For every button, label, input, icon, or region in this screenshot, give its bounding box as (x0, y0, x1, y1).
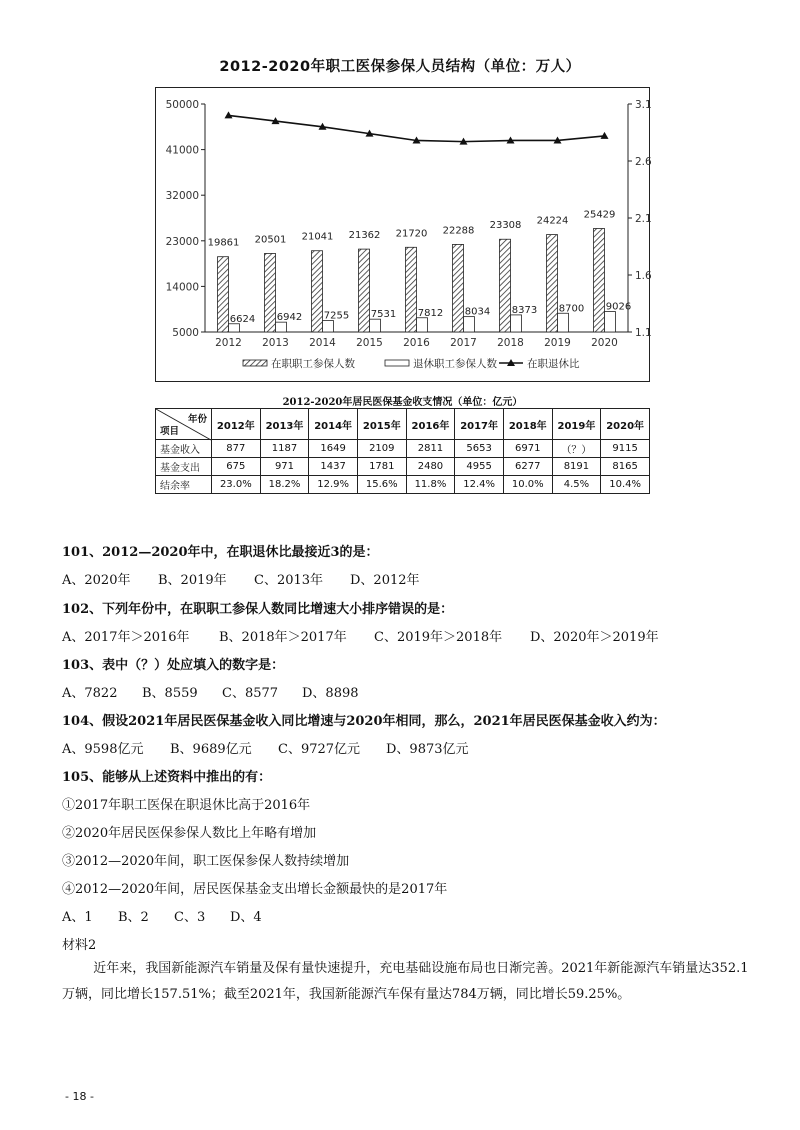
table-cell: 18.2% (260, 476, 309, 494)
table-cell: 6971 (503, 440, 552, 458)
question-104-title: 104、假设2021年居民医保基金收入同比增速与2020年相同，那么，2021年居民医保基金收入约为： (62, 714, 666, 729)
option-a[interactable]: A、2020年 (62, 573, 131, 588)
bar-retired-employees (417, 318, 428, 332)
table-cell: 2109 (357, 440, 406, 458)
bar-retired-employees (323, 321, 334, 332)
option-a[interactable]: A、2017年＞2016年 (62, 630, 190, 645)
bar-retired-label: 6624 (229, 313, 256, 325)
row-label: 基金收入 (156, 440, 212, 458)
bar-retired-label: 8700 (558, 303, 585, 315)
ratio-point (225, 111, 233, 118)
legend-label-ratio: 在职退休比 (527, 358, 580, 370)
bar-retired-employees (511, 315, 522, 332)
table-cell: 1781 (357, 458, 406, 476)
option-b[interactable]: B、2018年＞2017年 (219, 630, 347, 645)
table-cell: 2811 (406, 440, 455, 458)
table-cell: 23.0% (212, 476, 261, 494)
bar-active-employees (265, 253, 276, 332)
legend-label-active: 在职职工参保人数 (271, 358, 355, 370)
question-104-options (62, 738, 469, 757)
legend-swatch-active (243, 360, 267, 366)
option-d[interactable]: D、4 (230, 910, 262, 925)
bar-active-label: 23308 (489, 220, 522, 232)
chart-title: 2012-2020年职工医保参保人员结构（单位：万人） (219, 59, 581, 75)
bar-retired-label: 7255 (323, 310, 350, 322)
right-tick-label: 1.1 (635, 327, 652, 339)
table-cell: 9115 (601, 440, 650, 458)
question-101-title: 101、2012—2020年中，在职退休比最接近3的是： (62, 545, 379, 560)
bar-active-employees (453, 244, 464, 332)
left-tick-label: 5000 (172, 327, 199, 339)
option-c[interactable]: C、2013年 (254, 573, 324, 588)
bar-active-label: 22288 (442, 225, 475, 237)
bar-retired-label: 6942 (276, 312, 303, 324)
row-label: 基金支出 (156, 458, 212, 476)
table-cell: 1437 (309, 458, 358, 476)
left-tick-label: 41000 (165, 144, 199, 157)
option-a[interactable]: A、1 (62, 910, 93, 925)
table-cell: 8165 (601, 458, 650, 476)
table-row (156, 440, 650, 458)
table-cell: 5653 (455, 440, 504, 458)
bar-retired-label: 8373 (511, 304, 538, 316)
year-header: 2013年 (260, 409, 309, 440)
table-header-row (156, 409, 650, 440)
bar-active-label: 21041 (301, 231, 334, 243)
bar-active-label: 19861 (207, 237, 240, 249)
option-d[interactable]: D、2020年＞2019年 (530, 630, 659, 645)
table-cell: 6277 (503, 458, 552, 476)
x-tick-label: 2018 (497, 337, 524, 349)
table-cell: 877 (212, 440, 261, 458)
option-c[interactable]: C、8577 (222, 686, 279, 701)
year-header: 2017年 (455, 409, 504, 440)
year-header: 2020年 (601, 409, 650, 440)
legend-label-retired: 退休职工参保人数 (413, 358, 497, 370)
table-cell: 4955 (455, 458, 504, 476)
bar-active-employees (359, 249, 370, 332)
table-cell: 971 (260, 458, 309, 476)
bar-retired-employees (276, 322, 287, 332)
option-d[interactable]: D、9873亿元 (386, 742, 469, 757)
question-103-title: 103、表中（？）处应填入的数字是： (62, 658, 285, 673)
right-tick-label: 2.1 (635, 213, 652, 225)
option-b[interactable]: B、9689亿元 (170, 742, 252, 757)
bar-active-label: 20501 (254, 234, 287, 246)
material-2-heading: 材料2 (62, 938, 97, 953)
option-d[interactable]: D、8898 (302, 686, 359, 701)
bar-active-label: 25429 (583, 209, 616, 221)
bar-active-employees (594, 228, 605, 332)
left-tick-label: 32000 (165, 190, 199, 203)
left-tick-label: 23000 (165, 235, 199, 248)
table-cell: 11.8% (406, 476, 455, 494)
option-c[interactable]: C、3 (174, 910, 206, 925)
bar-retired-label: 8034 (464, 306, 491, 318)
x-tick-label: 2019 (544, 337, 571, 349)
question-105-title: 105、能够从上述资料中推出的有： (62, 770, 272, 785)
x-tick-label: 2020 (591, 337, 618, 349)
bar-retired-employees (370, 319, 381, 332)
x-tick-label: 2012 (215, 337, 242, 349)
corner-bottom-label: 项目 (160, 426, 180, 437)
statement-2: ②2020年居民医保参保人数比上年略有增加 (62, 826, 317, 841)
table-cell: 10.4% (601, 476, 650, 494)
bar-retired-label: 7812 (417, 307, 444, 319)
table-cell: （？） (552, 440, 601, 458)
question-103-options (62, 682, 359, 701)
table-cell: 15.6% (357, 476, 406, 494)
year-header: 2012年 (212, 409, 261, 440)
table-cell: 12.9% (309, 476, 358, 494)
bar-active-employees (406, 247, 417, 332)
corner-top-label: 年份 (187, 414, 207, 425)
right-tick-label: 1.6 (635, 270, 652, 282)
table-cell: 675 (212, 458, 261, 476)
table-cell: 1649 (309, 440, 358, 458)
bar-retired-employees (605, 312, 616, 332)
table-cell: 12.4% (455, 476, 504, 494)
bar-retired-employees (229, 324, 240, 332)
year-header: 2016年 (406, 409, 455, 440)
bar-retired-label: 9026 (605, 301, 632, 313)
right-tick-label: 2.6 (635, 156, 652, 168)
left-tick-label: 14000 (165, 281, 199, 294)
table-title: 2012-2020年居民医保基金收支情况（单位：亿元） (282, 397, 523, 408)
option-c[interactable]: C、2019年＞2018年 (374, 630, 503, 645)
statement-1: ①2017年职工医保在职退休比高于2016年 (62, 798, 311, 813)
year-header: 2014年 (309, 409, 358, 440)
material-2-paragraph: 近年来，我国新能源汽车销量及保有量快速提升，充电基础设施布局也日渐完善。2021年新能源汽车销量达352.1万辆，同比增长157.51%；截至2021年，我国新能源汽车保有量达784万辆，同比增长59.25%。 (62, 961, 749, 1002)
table-corner-cell (156, 409, 212, 440)
bar-active-employees (218, 257, 229, 332)
bar-active-label: 21362 (348, 230, 381, 242)
option-b[interactable]: B、8559 (142, 686, 198, 701)
bar-active-employees (547, 235, 558, 332)
x-tick-label: 2017 (450, 337, 477, 349)
year-header: 2015年 (357, 409, 406, 440)
year-header: 2018年 (503, 409, 552, 440)
table-cell: 1187 (260, 440, 309, 458)
question-102-title: 102、下列年份中，在职职工参保人数同比增速大小排序错误的是： (62, 602, 454, 617)
legend-swatch-retired (385, 360, 409, 366)
left-tick-label: 50000 (165, 99, 199, 111)
page-number: - 18 - (65, 1090, 94, 1103)
option-c[interactable]: C、9727亿元 (278, 742, 361, 757)
statement-3: ③2012—2020年间，职工医保参保人数持续增加 (62, 854, 350, 869)
option-b[interactable]: B、2019年 (158, 573, 227, 588)
question-101-options (62, 569, 420, 588)
table-row (156, 458, 650, 476)
row-label: 结余率 (156, 476, 212, 494)
bar-active-employees (500, 239, 511, 332)
x-tick-label: 2013 (262, 337, 289, 349)
bar-retired-employees (464, 317, 475, 332)
table-cell: 8191 (552, 458, 601, 476)
fund-table (155, 408, 650, 494)
option-a[interactable]: A、9598亿元 (62, 742, 144, 757)
x-tick-label: 2014 (309, 337, 336, 349)
chart (155, 87, 650, 383)
option-d[interactable]: D、2012年 (350, 573, 420, 588)
table-cell: 10.0% (503, 476, 552, 494)
option-b[interactable]: B、2 (118, 910, 149, 925)
year-header: 2019年 (552, 409, 601, 440)
question-102-options (62, 626, 659, 645)
option-a[interactable]: A、7822 (62, 686, 118, 701)
bar-active-label: 21720 (395, 228, 428, 240)
bar-retired-employees (558, 313, 569, 332)
bar-active-employees (312, 251, 323, 332)
x-tick-label: 2015 (356, 337, 383, 349)
table-cell: 2480 (406, 458, 455, 476)
x-tick-label: 2016 (403, 337, 430, 349)
right-tick-label: 3.1 (635, 99, 652, 111)
question-105-options (62, 906, 262, 925)
table-cell: 4.5% (552, 476, 601, 494)
statement-4: ④2012—2020年间，居民医保基金支出增长金额最快的是2017年 (62, 882, 448, 897)
bar-active-label: 24224 (536, 215, 569, 227)
table-row (156, 476, 650, 494)
bar-retired-label: 7531 (370, 309, 397, 321)
